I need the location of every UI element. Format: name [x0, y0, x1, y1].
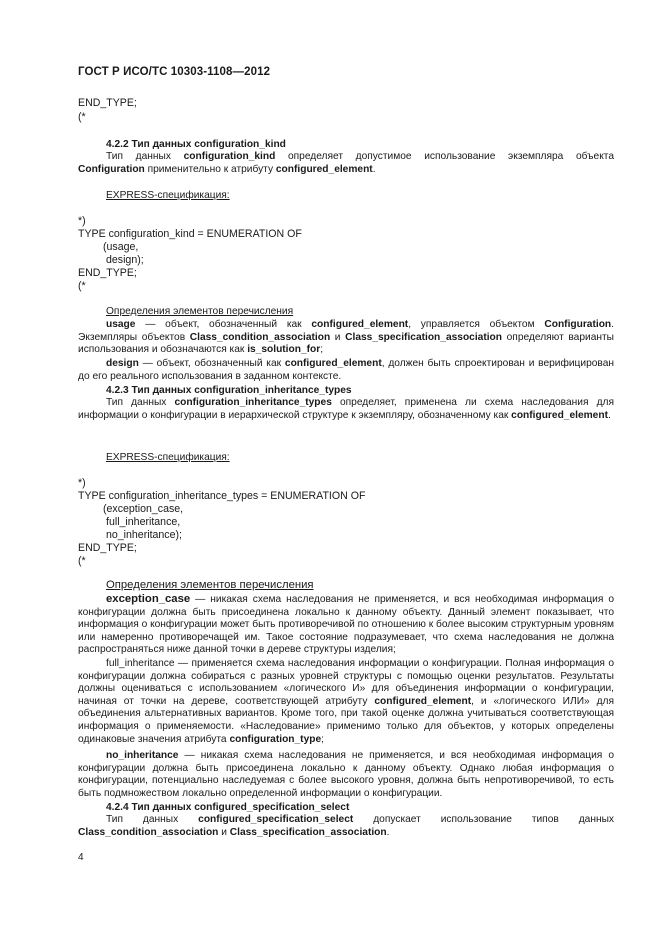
code-line: (usage, — [103, 241, 139, 253]
code-line: TYPE configuration_kind = ENUMERATION OF — [78, 228, 302, 240]
enum-definitions-title: Определения элементов перечисления — [106, 579, 314, 591]
code-line: design); — [106, 254, 144, 266]
express-spec-label: EXPRESS-спецификация: — [106, 190, 230, 201]
code-line: END_TYPE; — [78, 267, 137, 279]
section-heading-4-2-4: 4.2.4 Тип данных configured_specification_select — [106, 802, 350, 813]
section-heading-4-2-2: 4.2.2 Тип данных configuration_kind — [106, 139, 286, 150]
paragraph-configuration-kind: Тип данных configuration_kind определяет допустимое использование экземпляра объекта Configuration применительно к атрибуту configured_element. — [78, 151, 615, 175]
code-line: *) — [78, 477, 86, 489]
code-end-type: END_TYPE; — [78, 97, 137, 109]
section-heading-4-2-3: 4.2.3 Тип данных configuration_inheritance_types — [106, 385, 352, 396]
page-number: 4 — [78, 852, 84, 863]
code-line: (exception_case, — [103, 503, 184, 515]
definition-design: design — объект, обозначенный как configured_element, должен быть спроектирован и верифицирован до его реального использования в заданном контексте. — [78, 358, 614, 382]
definition-full-inheritance: full_inheritance — применяется схема наследования информации о конфигурации. Полная информация о конфигурации должна собираться с разных уровней структуры с помощью оценки результатов. Результаты должны оцениваться с использованием «логического И» для объединения информации о конфигурации, начиная от точки на дереве, соответствующей атрибуту configured_element, и «логического ИЛИ» для объединения альтернативных вариантов. Кроме того, при такой оценке должна учитываться соответствующая информация о применяемости. «Наследование» применимо только для объектов, у которых определены одинаковые значения атрибута configuration_type; — [78, 658, 614, 745]
code-line: END_TYPE; — [78, 542, 137, 554]
code-line: (* — [78, 280, 86, 292]
definition-no-inheritance: no_inheritance — никакая схема наследования не применяется, и вся необходимая информация о конфигурации должна быть присоединена локально к данному объекту. Однако любая информация о конфигурации, потенциально наследуемая с более высокого уровня, должна быть непротиворечивой, то есть быть подмножеством локально определенной информации о конфигурации. — [78, 750, 614, 799]
express-spec-label: EXPRESS-спецификация: — [106, 452, 230, 463]
code-line: (* — [78, 555, 86, 567]
code-line: full_inheritance, — [106, 516, 181, 528]
code-line: *) — [78, 215, 86, 227]
definition-exception-case: exception_case — никакая схема наследования не применяется, и вся необходимая информация о конфигурации должна быть присоединена локально к данному объекту. Данный элемент показывает, что информация о конфигурации может быть противоречивой по отношению к более высоким структурным уровням или намеренно противоречащей им. Такое состояние подразумевает, что схема наследования не должна распространяться ниже данной точки в дереве структуры изделия; — [78, 593, 615, 656]
definition-usage: usage — объект, обозначенный как configured_element, управляется объектом Configuration. Экземпляры объектов Class_condition_association и Class_specification_association определяют варианты использования и обозначаются как is_solution_for; — [78, 319, 614, 356]
code-comment-open: (* — [78, 111, 86, 123]
code-line: TYPE configuration_inheritance_types = ENUMERATION OF — [78, 490, 366, 502]
page-header: ГОСТ Р ИСО/ТС 10303-1108—2012 — [78, 66, 271, 78]
enum-definitions-title: Определения элементов перечисления — [106, 306, 294, 317]
paragraph-inheritance-types: Тип данных configuration_inheritance_types определяет, применена ли схема наследования для информации о конфигурации в иерархической структуре к экземпляру, обозначенному как configured_element. — [78, 397, 614, 421]
paragraph-specification-select: Тип данных configured_specification_select допускает использование типов данных Class_condition_association и Class_specification_association. — [78, 814, 614, 838]
code-line: no_inheritance); — [106, 529, 182, 541]
